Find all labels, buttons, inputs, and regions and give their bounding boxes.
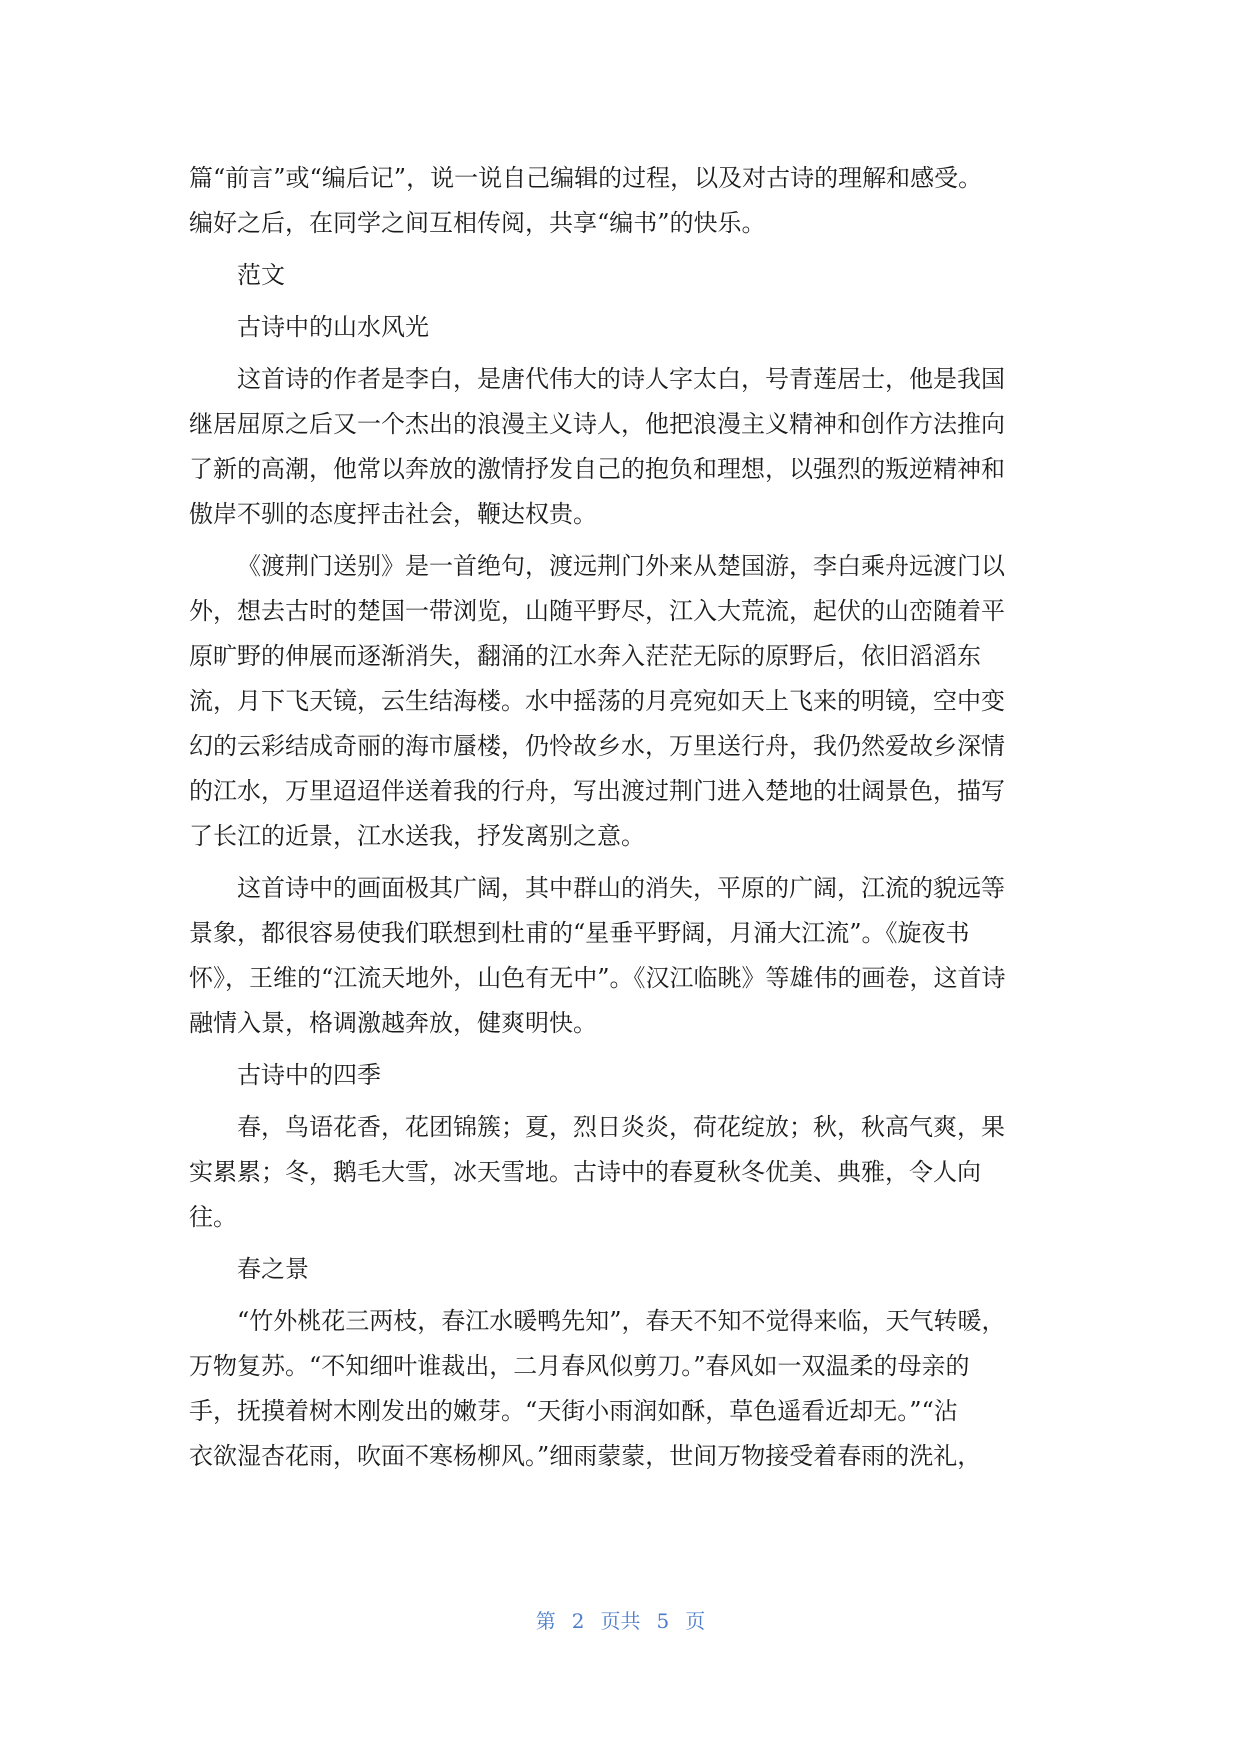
total-pages-number: 5 — [656, 1609, 670, 1633]
text-line: 了新的高潮，他常以奔放的激情抒发自己的抱负和理想，以强烈的叛逆精神和 — [189, 455, 1005, 483]
text-line: 《渡荆门送别》是一首绝句，渡远荆门外来从楚国游，李白乘舟远渡门以 — [237, 552, 1005, 580]
paragraph-compilation-note — [189, 156, 1053, 246]
page-label-prefix: 第 — [535, 1609, 556, 1633]
text-line: 这首诗中的画面极其广阔，其中群山的消失，平原的广阔，江流的貌远等 — [237, 874, 1005, 902]
text-line: 外，想去古时的楚国一带浏览，山随平野尽，江入大荒流，起伏的山峦随着平 — [189, 597, 1005, 625]
heading-four-seasons — [189, 1053, 1053, 1098]
page-label-suffix: 页 — [685, 1609, 706, 1633]
text-line: 原旷野的伸展而逐渐消失，翻涌的江水奔入茫茫无际的原野后，依旧滔滔东 — [189, 642, 981, 670]
text-line: 实累累；冬，鹅毛大雪，冰天雪地。古诗中的春夏秋冬优美、典雅，令人向 — [189, 1158, 981, 1186]
text-line: 手，抚摸着树木刚发出的嫩芽。“天街小雨润如酥，草色遥看近却无。”“沾 — [189, 1397, 958, 1425]
text-line: 范文 — [237, 261, 285, 289]
text-line: 万物复苏。“不知细叶谁裁出，二月春风似剪刀。”春风如一双温柔的母亲的 — [189, 1352, 970, 1380]
heading-landscape — [189, 305, 1053, 350]
text-line: 怀》，王维的“江流天地外，山色有无中”。《汉江临眺》等雄伟的画卷，这首诗 — [189, 964, 1006, 992]
document-body — [189, 156, 1053, 1486]
paragraph-poem-imagery — [189, 866, 1053, 1046]
heading-spring-scene — [189, 1247, 1053, 1292]
heading-sample-essay — [189, 253, 1053, 298]
paragraph-seasons-summary — [189, 1105, 1053, 1240]
current-page-number: 2 — [571, 1609, 585, 1633]
paragraph-li-bai-intro — [189, 357, 1053, 537]
paragraph-poem-analysis — [189, 544, 1053, 859]
paragraph-spring — [189, 1299, 1053, 1479]
page-label-mid: 页共 — [600, 1609, 641, 1633]
text-line: 古诗中的四季 — [237, 1061, 381, 1089]
text-line: 傲岸不驯的态度抨击社会，鞭达权贵。 — [189, 500, 597, 528]
text-line: 幻的云彩结成奇丽的海市蜃楼，仍怜故乡水，万里送行舟，我仍然爱故乡深情 — [189, 732, 1005, 760]
text-line: 流，月下飞天镜，云生结海楼。水中摇荡的月亮宛如天上飞来的明镜，空中变 — [189, 687, 1005, 715]
text-line: 的江水，万里迢迢伴送着我的行舟，写出渡过荆门进入楚地的壮阔景色，描写 — [189, 777, 1005, 805]
text-line: 了长江的近景，江水送我，抒发离别之意。 — [189, 822, 645, 850]
text-line: 衣欲湿杏花雨，吹面不寒杨柳风。”细雨蒙蒙，世间万物接受着春雨的洗礼， — [189, 1442, 982, 1470]
text-line: 景象，都很容易使我们联想到杜甫的“星垂平野阔，月涌大江流”。《旋夜书 — [189, 919, 970, 947]
text-line: 篇“前言”或“编后记”，说一说自己编辑的过程，以及对古诗的理解和感受。 — [189, 164, 983, 192]
text-line: 古诗中的山水风光 — [237, 313, 429, 341]
text-line: 春，鸟语花香，花团锦簇；夏，烈日炎炎，荷花绽放；秋，秋高气爽，果 — [237, 1113, 1005, 1141]
text-line: 编好之后，在同学之间互相传阅，共享“编书”的快乐。 — [189, 209, 766, 237]
text-line: 春之景 — [237, 1255, 309, 1283]
text-line: 继居屈原之后又一个杰出的浪漫主义诗人，他把浪漫主义精神和创作方法推向 — [189, 410, 1005, 438]
text-line: 融情入景，格调激越奔放，健爽明快。 — [189, 1009, 597, 1037]
text-line: 往。 — [189, 1203, 237, 1231]
text-line: “竹外桃花三两枝，春江水暖鸭先知”，春天不知不觉得来临，天气转暖， — [237, 1307, 1006, 1335]
page-number-footer — [0, 1605, 1241, 1634]
text-line: 这首诗的作者是李白，是唐代伟大的诗人字太白，号青莲居士，他是我国 — [237, 365, 1005, 393]
